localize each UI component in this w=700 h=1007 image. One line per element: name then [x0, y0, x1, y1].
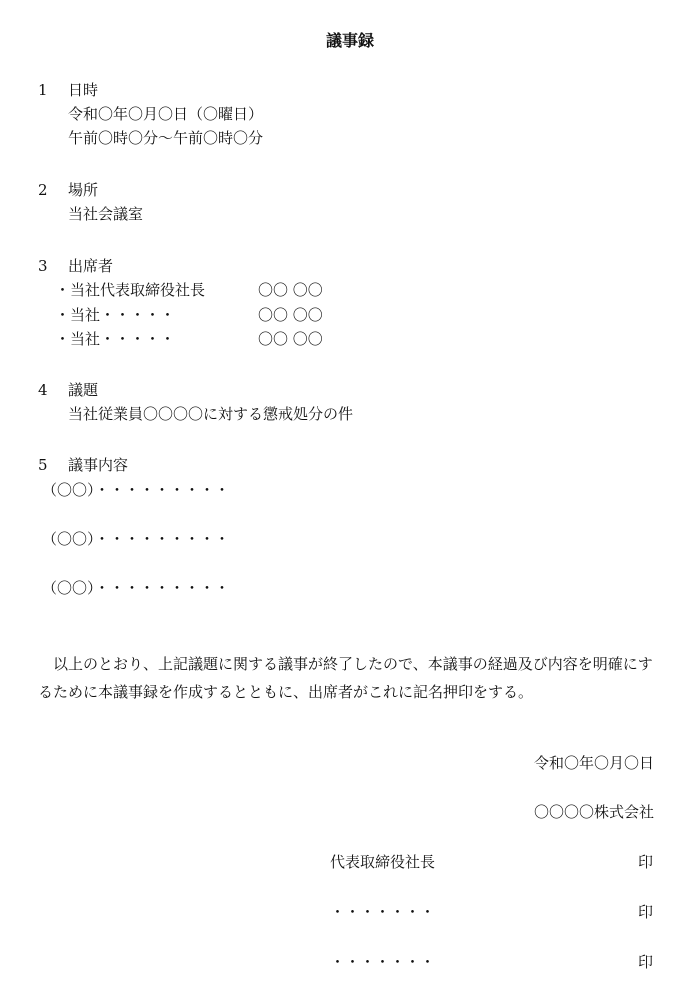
section-heading-datetime: 日時	[68, 81, 99, 99]
meeting-date: 令和〇年〇月〇日（〇曜日）	[68, 105, 264, 123]
attendee-role: ・当社・・・・・	[55, 306, 176, 324]
meeting-place: 当社会議室	[68, 205, 144, 223]
attendee-name: 〇〇 〇〇	[258, 330, 323, 348]
signatory-role: ・・・・・・・	[330, 953, 436, 971]
section-heading-attendees: 出席者	[68, 257, 114, 275]
section-heading-agenda: 議題	[68, 381, 99, 399]
section-heading-proceedings: 議事内容	[68, 456, 129, 474]
document-title: 議事録	[325, 31, 374, 50]
section-number: 1	[38, 81, 48, 99]
closing-text: 以上のとおり、上記議題に関する議事が終了したので、本議事の経過及び内容を明確にするために本議事録を作成するとともに、出席者がこれに記名押印をする。	[38, 655, 653, 701]
attendee-name: 〇〇 〇〇	[258, 281, 323, 299]
attendee-role: ・当社代表取締役社長	[55, 281, 206, 299]
seal-mark: 印	[638, 903, 654, 921]
seal-mark: 印	[638, 953, 654, 971]
document-date: 令和〇年〇月〇日	[533, 754, 654, 772]
meeting-time: 午前〇時〇分～午前〇時〇分	[68, 129, 264, 147]
company-name: 〇〇〇〇株式会社	[533, 803, 654, 821]
section-number: 5	[38, 456, 48, 474]
attendee-name: 〇〇 〇〇	[258, 306, 323, 324]
section-number: 2	[38, 181, 48, 199]
section-number: 4	[38, 381, 48, 399]
closing-paragraph	[38, 650, 664, 706]
proceedings-item: （〇〇）・・・・・・・・・	[42, 481, 230, 499]
agenda-subject: 当社従業員〇〇〇〇に対する懲戒処分の件	[68, 405, 354, 423]
seal-mark: 印	[638, 853, 654, 871]
signatory-role: ・・・・・・・	[330, 903, 436, 921]
proceedings-item: （〇〇）・・・・・・・・・	[42, 579, 230, 597]
signatory-role: 代表取締役社長	[330, 853, 436, 871]
section-heading-place: 場所	[68, 181, 99, 199]
proceedings-item: （〇〇）・・・・・・・・・	[42, 530, 230, 548]
section-number: 3	[38, 257, 48, 275]
attendee-role: ・当社・・・・・	[55, 330, 176, 348]
